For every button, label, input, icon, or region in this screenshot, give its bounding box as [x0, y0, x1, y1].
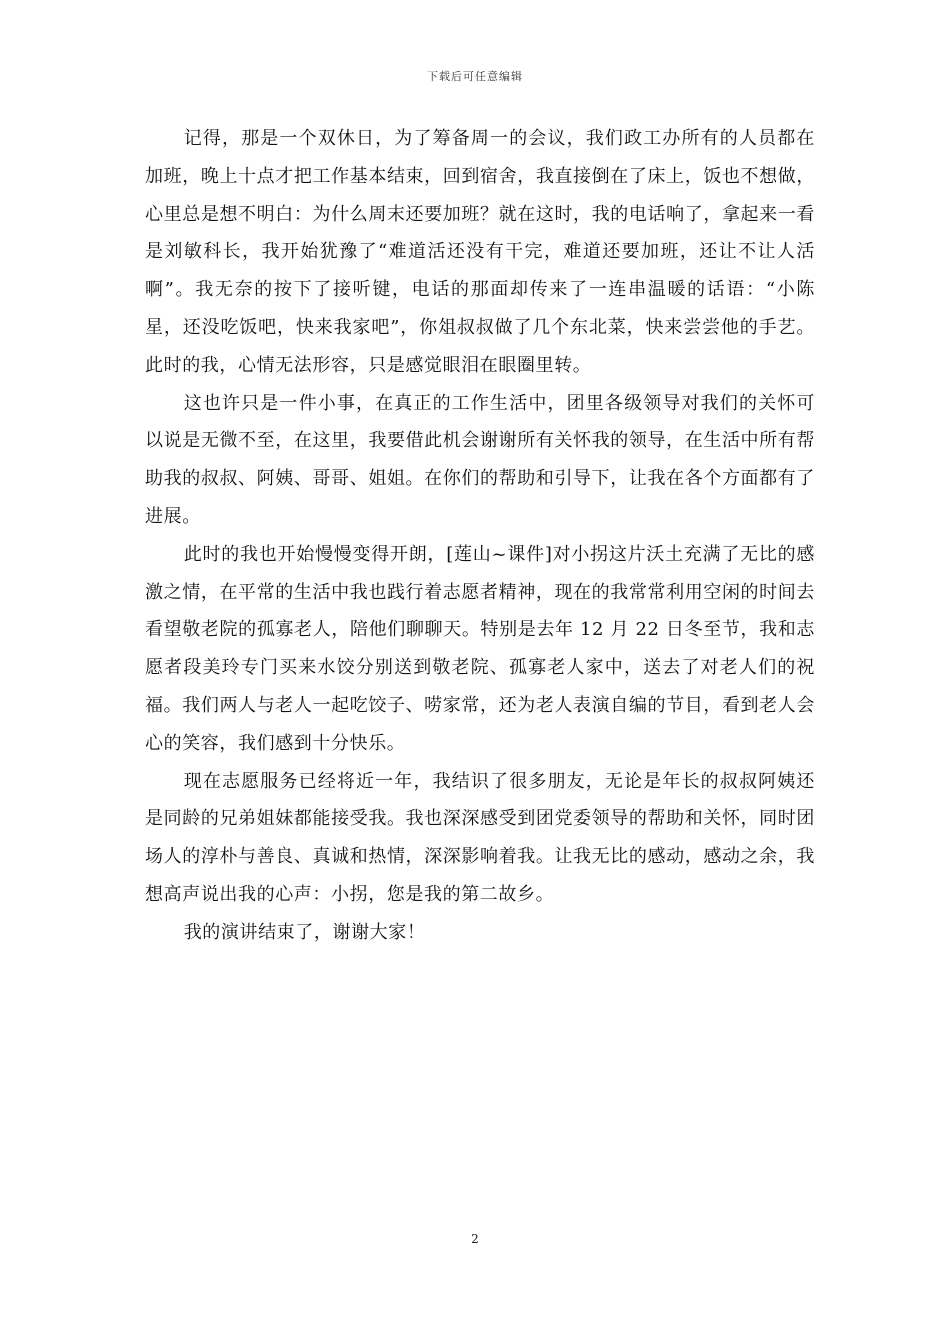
paragraph: 我的演讲结束了，谢谢大家！	[183, 921, 426, 943]
paragraph: 这也许只是一件小事，在真正的工作生活中，团里各级领导对我们的关怀可以说是无微不至，在这里，我要借此机会谢谢所有关怀我的领导，在生活中所有帮助我的叔叔、阿姨、哥哥、姐姐。在你们的帮助和引导下，让我在各个方面都有了进展。	[145, 392, 815, 527]
page-number: 2	[471, 1232, 479, 1246]
document-body	[145, 120, 815, 952]
paragraph: 记得，那是一个双休日，为了筹备周一的会议，我们政工办所有的人员都在加班，晚上十点才把工作基本结束，回到宿舍，我直接倒在了床上，饭也不想做，心里总是想不明白：为什么周末还要加班？就在这时，我的电话响了，拿起来一看是刘敏科长，我开始犹豫了“难道活还没有干完，难道还要加班，还让不让人活啊”。我无奈的按下了接听键，电话的那面却传来了一连串温暖的话语：“小陈星，还没吃饭吧，快来我家吧”，你俎叔叔做了几个东北菜，快来尝尝他的手艺。此时的我，心情无法形容，只是感觉眼泪在眼圈里转。	[145, 128, 815, 376]
paragraph: 现在志愿服务已经将近一年，我结识了很多朋友，无论是年长的叔叔阿姨还是同龄的兄弟姐妹都能接受我。我也深深感受到团党委领导的帮助和关怀，同时团场人的淳朴与善良、真诚和热情，深深影响着我。让我无比的感动，感动之余，我想高声说出我的心声：小拐，您是我的第二故乡。	[145, 770, 815, 905]
page-header: 下载后可任意编辑	[427, 70, 523, 83]
paragraph: 此时的我也开始慢慢变得开朗，[莲山~课件]对小拐这片沃土充满了无比的感激之情，在平常的生活中我也践行着志愿者精神，现在的我常常利用空闲的时间去看望敬老院的孤寡老人，陪他们聊聊天。特别是去年 12 月 22 日冬至节，我和志愿者段美玲专门买来水饺分别送到敬老院、孤寡老人家中，送去了对老人们的祝福。我们两人与老人一起吃饺子、唠家常，还为老人表演自编的节目，看到老人会心的笑容，我们感到十分快乐。	[145, 543, 815, 754]
